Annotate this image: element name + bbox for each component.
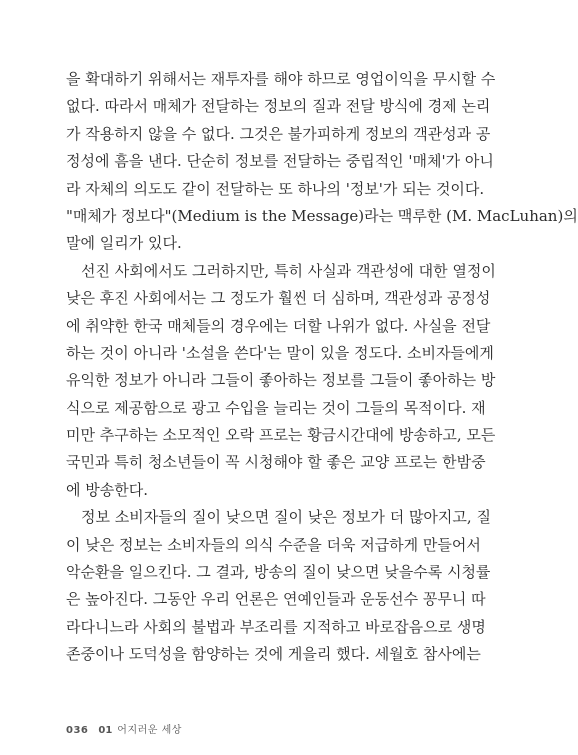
- text-line: 국민과 특히 청소년들이 꼭 시청해야 할 좋은 교양 프로는 한밤중: [66, 453, 486, 472]
- text-line: 이 낮은 정보는 소비자들의 의식 수준을 더욱 저급하게 만들어서: [66, 535, 481, 554]
- text-line: 라 자체의 의도도 같이 전달하는 또 하나의 '정보'가 되는 것이다.: [66, 179, 485, 198]
- body-text: [66, 66, 578, 669]
- text-line: 낮은 후진 사회에서는 그 정도가 훨씬 더 심하며, 객관성과 공정성: [66, 289, 491, 308]
- text-line: "매체가 정보다"(Medium is the Message)라는 맥루한 (M. MacLuhan)의: [66, 206, 578, 225]
- text-line: 을 확대하기 위해서는 재투자를 해야 하므로 영업이익을 무시할 수: [66, 70, 496, 88]
- page-number: 036: [66, 725, 89, 736]
- chapter-number: 01: [98, 725, 113, 736]
- text-line: 식으로 제공함으로 광고 수입을 늘리는 것이 그들의 목적이다. 재: [66, 398, 486, 417]
- text-line: 라다니느라 사회의 불법과 부조리를 지적하고 바로잡음으로 생명: [66, 617, 486, 636]
- page-footer: [66, 721, 182, 736]
- text-line: 존중이나 도덕성을 함양하는 것에 게을리 했다. 세월호 참사에는: [66, 645, 481, 664]
- text-line: 가 작용하지 않을 수 없다. 그것은 불가피하게 정보의 객관성과 공: [66, 124, 491, 143]
- text-line: 하는 것이 아니라 '소설을 쓴다'는 말이 있을 정도다. 소비자들에게: [66, 343, 494, 362]
- text-line: 에 방송한다.: [66, 480, 148, 499]
- paragraph-1: [66, 66, 578, 258]
- paragraph-3: [66, 504, 491, 668]
- text-line: 선진 사회에서도 그러하지만, 특히 사실과 객관성에 대한 열정이: [81, 261, 496, 280]
- text-line: 미만 추구하는 소모적인 오락 프로는 황금시간대에 방송하고, 모든: [66, 426, 496, 445]
- text-line: 에 취약한 한국 매체들의 경우에는 더할 나위가 없다. 사실을 전달: [66, 316, 491, 335]
- text-line: 유익한 정보가 아니라 그들이 좋아하는 정보를 그들이 좋아하는 방: [66, 371, 496, 390]
- text-line: 은 높아진다. 그동안 우리 언론은 연예인들과 운동선수 꽁무니 따: [66, 590, 486, 609]
- text-line: 정보 소비자들의 질이 낮으면 질이 낮은 정보가 더 많아지고, 질: [81, 508, 491, 527]
- paragraph-2: [66, 258, 496, 505]
- text-line: 없다. 따라서 매체가 전달하는 정보의 질과 전달 방식에 경제 논리: [66, 97, 491, 116]
- chapter-title: 어지러운 세상: [117, 725, 182, 736]
- text-line: 악순환을 일으킨다. 그 결과, 방송의 질이 낮으면 낮을수록 시청률: [66, 563, 491, 582]
- text-line: 정성에 흠을 낸다. 단순히 정보를 전달하는 중립적인 '매체'가 아니: [66, 152, 494, 171]
- text-line: 말에 일리가 있다.: [66, 234, 182, 253]
